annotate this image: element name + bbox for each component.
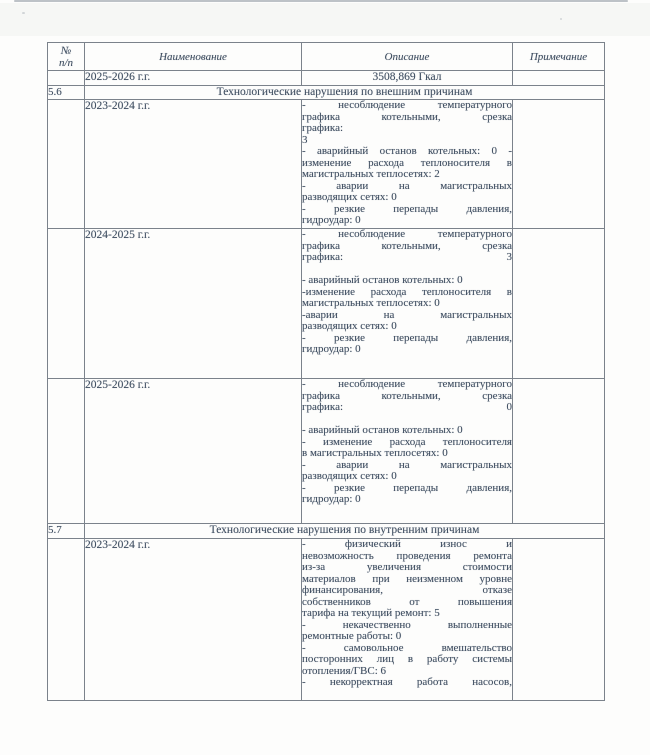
description-line: - изменение расхода теплоносителя (302, 435, 512, 448)
row-number-cell (48, 539, 85, 701)
description-line: тарифа на текущий ремонт: 5 (302, 607, 440, 619)
description-line: ремонтные работы: 0 (302, 630, 402, 642)
scan-artifact-band (0, 3, 650, 36)
description-line: - некачественно выполненные (302, 618, 512, 631)
description-line: разводящих сетях: 0 (302, 470, 397, 482)
description-line: - аварии на магистральных (302, 179, 512, 192)
table-row (48, 71, 605, 86)
table-row (48, 100, 605, 229)
name-cell: 2023-2024 г.г. (85, 100, 302, 229)
row-number-cell (48, 71, 85, 86)
name-cell: 2024-2025 г.г. (85, 229, 302, 379)
header-num-line1: № (60, 44, 72, 57)
description-line: графика котельными, срезка (302, 110, 512, 123)
note-cell (513, 100, 605, 229)
scan-speck (22, 12, 25, 14)
description-line: - аварийный останов котельных: 0 (302, 424, 463, 436)
description-cell (302, 379, 513, 524)
description-line: собственников от повышения (302, 595, 512, 608)
note-cell (513, 539, 605, 701)
description-line: финансирования, отказе (302, 584, 512, 596)
description-line: - самовольное вмешательство (302, 641, 512, 654)
description-line: - резкие перепады давления, (302, 331, 512, 344)
description-line: магистральных теплосетях: 2 (302, 168, 440, 180)
description-line-label: графика: (302, 251, 344, 263)
description-line: - несоблюдение температурного (302, 378, 512, 390)
description-line: изменение расхода теплоносителя в (302, 156, 512, 169)
description-line: - резкие перепады давления, (302, 481, 512, 494)
description-line: посторонних лиц в работу системы (302, 653, 512, 665)
description-line: разводящих сетях: 0 (302, 191, 397, 203)
table-header-row (48, 43, 605, 71)
description-line (302, 252, 512, 264)
description-line (302, 402, 512, 414)
description-line-value: 3 (506, 251, 512, 263)
name-cell: 2025-2026 г.г. (85, 379, 302, 524)
description-line: графика: (302, 122, 344, 134)
note-cell (513, 71, 605, 86)
row-number-cell (48, 100, 85, 229)
section-title-cell: Технологические нарушения по внутренним причинам (85, 524, 605, 539)
description-cell (302, 229, 513, 379)
note-cell (513, 379, 605, 524)
description-line: невозможность проведения ремонта (302, 549, 512, 562)
description-line-label: графика: (302, 401, 344, 413)
header-note: Примечание (513, 43, 605, 71)
description-line: из-за увеличения стоимости (302, 561, 512, 573)
description-line: в магистральных теплосетях: 0 (302, 447, 448, 459)
row-number-cell: 5.6 (48, 86, 85, 100)
description-line: 3 (302, 133, 308, 146)
scan-speck (560, 18, 562, 20)
row-number-cell (48, 229, 85, 379)
row-number-cell: 5.7 (48, 524, 85, 539)
header-desc: Описание (302, 43, 513, 71)
table-row (48, 379, 605, 524)
name-cell: 2023-2024 г.г. (85, 539, 302, 701)
header-name: Наименование (85, 43, 302, 71)
header-num (48, 43, 85, 71)
description-line: - аварии на магистральных (302, 458, 512, 471)
section-title-cell: Технологические нарушения по внешним причинам (85, 86, 605, 100)
description-line: - аварийный останов котельных: 0 (302, 274, 463, 286)
description-line: гидроудар: 0 (302, 214, 361, 226)
description-line: -аварии на магистральных (302, 308, 512, 321)
description-line: -изменение расхода теплоносителя в (302, 285, 512, 298)
description-line: - несоблюдение температурного (302, 99, 512, 111)
description-line: - некорректная работа насосов, (302, 676, 512, 688)
description-line: - резкие перепады давления, (302, 202, 512, 215)
table-row (48, 229, 605, 379)
description-line: - несоблюдение температурного (302, 228, 512, 240)
value-cell: 3508,869 Гкал (302, 71, 513, 86)
name-cell: 2025-2026 г.г. (85, 71, 302, 86)
description-line: графика котельными, срезка (302, 389, 512, 402)
description-line: - аварийный останов котельных: 0 - (302, 145, 512, 157)
description-cell (302, 539, 513, 701)
scan-artifact-smudge (14, 0, 628, 2)
description-line: гидроудар: 0 (302, 343, 361, 355)
description-cell (302, 100, 513, 229)
description-line: отопления/ГВС: 6 (302, 664, 387, 677)
header-num-line2: п/п (58, 56, 74, 69)
table-row (48, 539, 605, 701)
description-line: разводящих сетях: 0 (302, 320, 397, 332)
description-line: магистральных теплосетях: 0 (302, 297, 440, 309)
row-number-cell (48, 379, 85, 524)
description-line: материалов при неизменном уровне (302, 572, 512, 585)
section-row (48, 86, 605, 100)
description-line: гидроудар: 0 (302, 493, 361, 505)
description-line: графика котельными, срезка (302, 239, 512, 252)
description-line-value: 0 (506, 401, 512, 413)
note-cell (513, 229, 605, 379)
description-line: - физический износ и (302, 538, 512, 550)
section-row (48, 524, 605, 539)
violations-table (47, 42, 605, 701)
